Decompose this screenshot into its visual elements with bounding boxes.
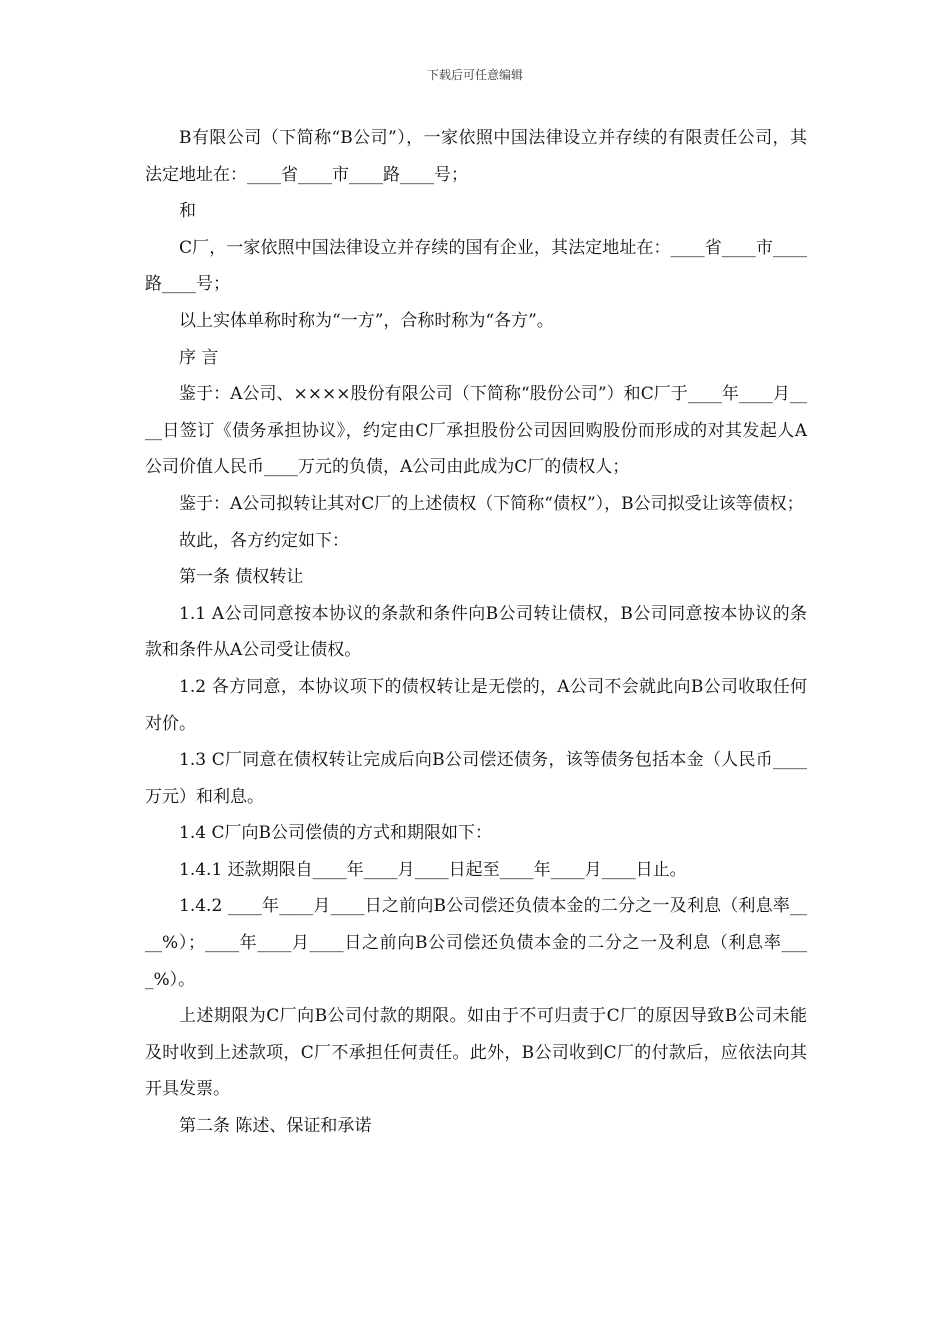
clause-1-4-2: 1.4.2 ____年____月____日之前向B公司偿还负债本金的二分之一及利息（利息率____%）；____年____月____日之前向B公司偿还负债本金的二分之一及利息（利息率____%）。 bbox=[145, 896, 807, 990]
clause-1-4-1: 1.4.1 还款期限自____年____月____日起至____年____月____日止。 bbox=[179, 859, 687, 880]
clause-1-4: 1.4 C厂向B公司偿债的方式和期限如下： bbox=[179, 823, 492, 844]
paragraph-party-b: B有限公司（下简称“B公司”），一家依照中国法律设立并存续的有限责任公司，其法定地址在：____省____市____路____号； bbox=[145, 128, 807, 185]
document-body bbox=[145, 120, 807, 1145]
paragraph-agreement: 故此，各方约定如下： bbox=[179, 530, 349, 551]
clause-1-1: 1.1 A公司同意按本协议的条款和条件向B公司转让债权，B公司同意按本协议的条款和条件从A公司受让债权。 bbox=[145, 603, 807, 661]
clause-1-2: 1.2 各方同意，本协议项下的债权转让是无偿的，A公司不会就此向B公司收取任何对价。 bbox=[145, 676, 807, 734]
page-header: 下载后可任意编辑 bbox=[426, 68, 523, 82]
heading-article-2: 第二条 陈述、保证和承诺 bbox=[179, 1116, 372, 1137]
clause-1-3: 1.3 C厂同意在债权转让完成后向B公司偿还债务，该等债务包括本金（人民币____万元）和利息。 bbox=[145, 750, 807, 807]
paragraph-definitions: 以上实体单称时称为“一方”，合称时称为“各方”。 bbox=[179, 310, 554, 331]
paragraph-whereas-1: 鉴于：A公司、××××股份有限公司（下简称“股份公司”）和C厂于____年____月____日签订《债务承担协议》，约定由C厂承担股份公司因回购股份而形成的对其发起人A公司价值人民币____万元的负债，A公司由此成为C厂的债权人； bbox=[145, 384, 807, 478]
heading-preamble: 序 言 bbox=[179, 347, 219, 368]
heading-article-1: 第一条 债权转让 bbox=[179, 567, 304, 588]
paragraph-payment-terms: 上述期限为C厂向B公司付款的期限。如由于不可归责于C厂的原因导致B公司未能及时收到上述款项，C厂不承担任何责任。此外，B公司收到C厂的付款后，应依法向其开具发票。 bbox=[145, 1006, 807, 1100]
paragraph-whereas-2: 鉴于：A公司拟转让其对C厂的上述债权（下简称“债权”），B公司拟受让该等债权； bbox=[179, 493, 804, 514]
paragraph-and: 和 bbox=[179, 201, 196, 222]
paragraph-party-c: C厂，一家依照中国法律设立并存续的国有企业，其法定地址在：____省____市____路____号； bbox=[145, 237, 807, 295]
